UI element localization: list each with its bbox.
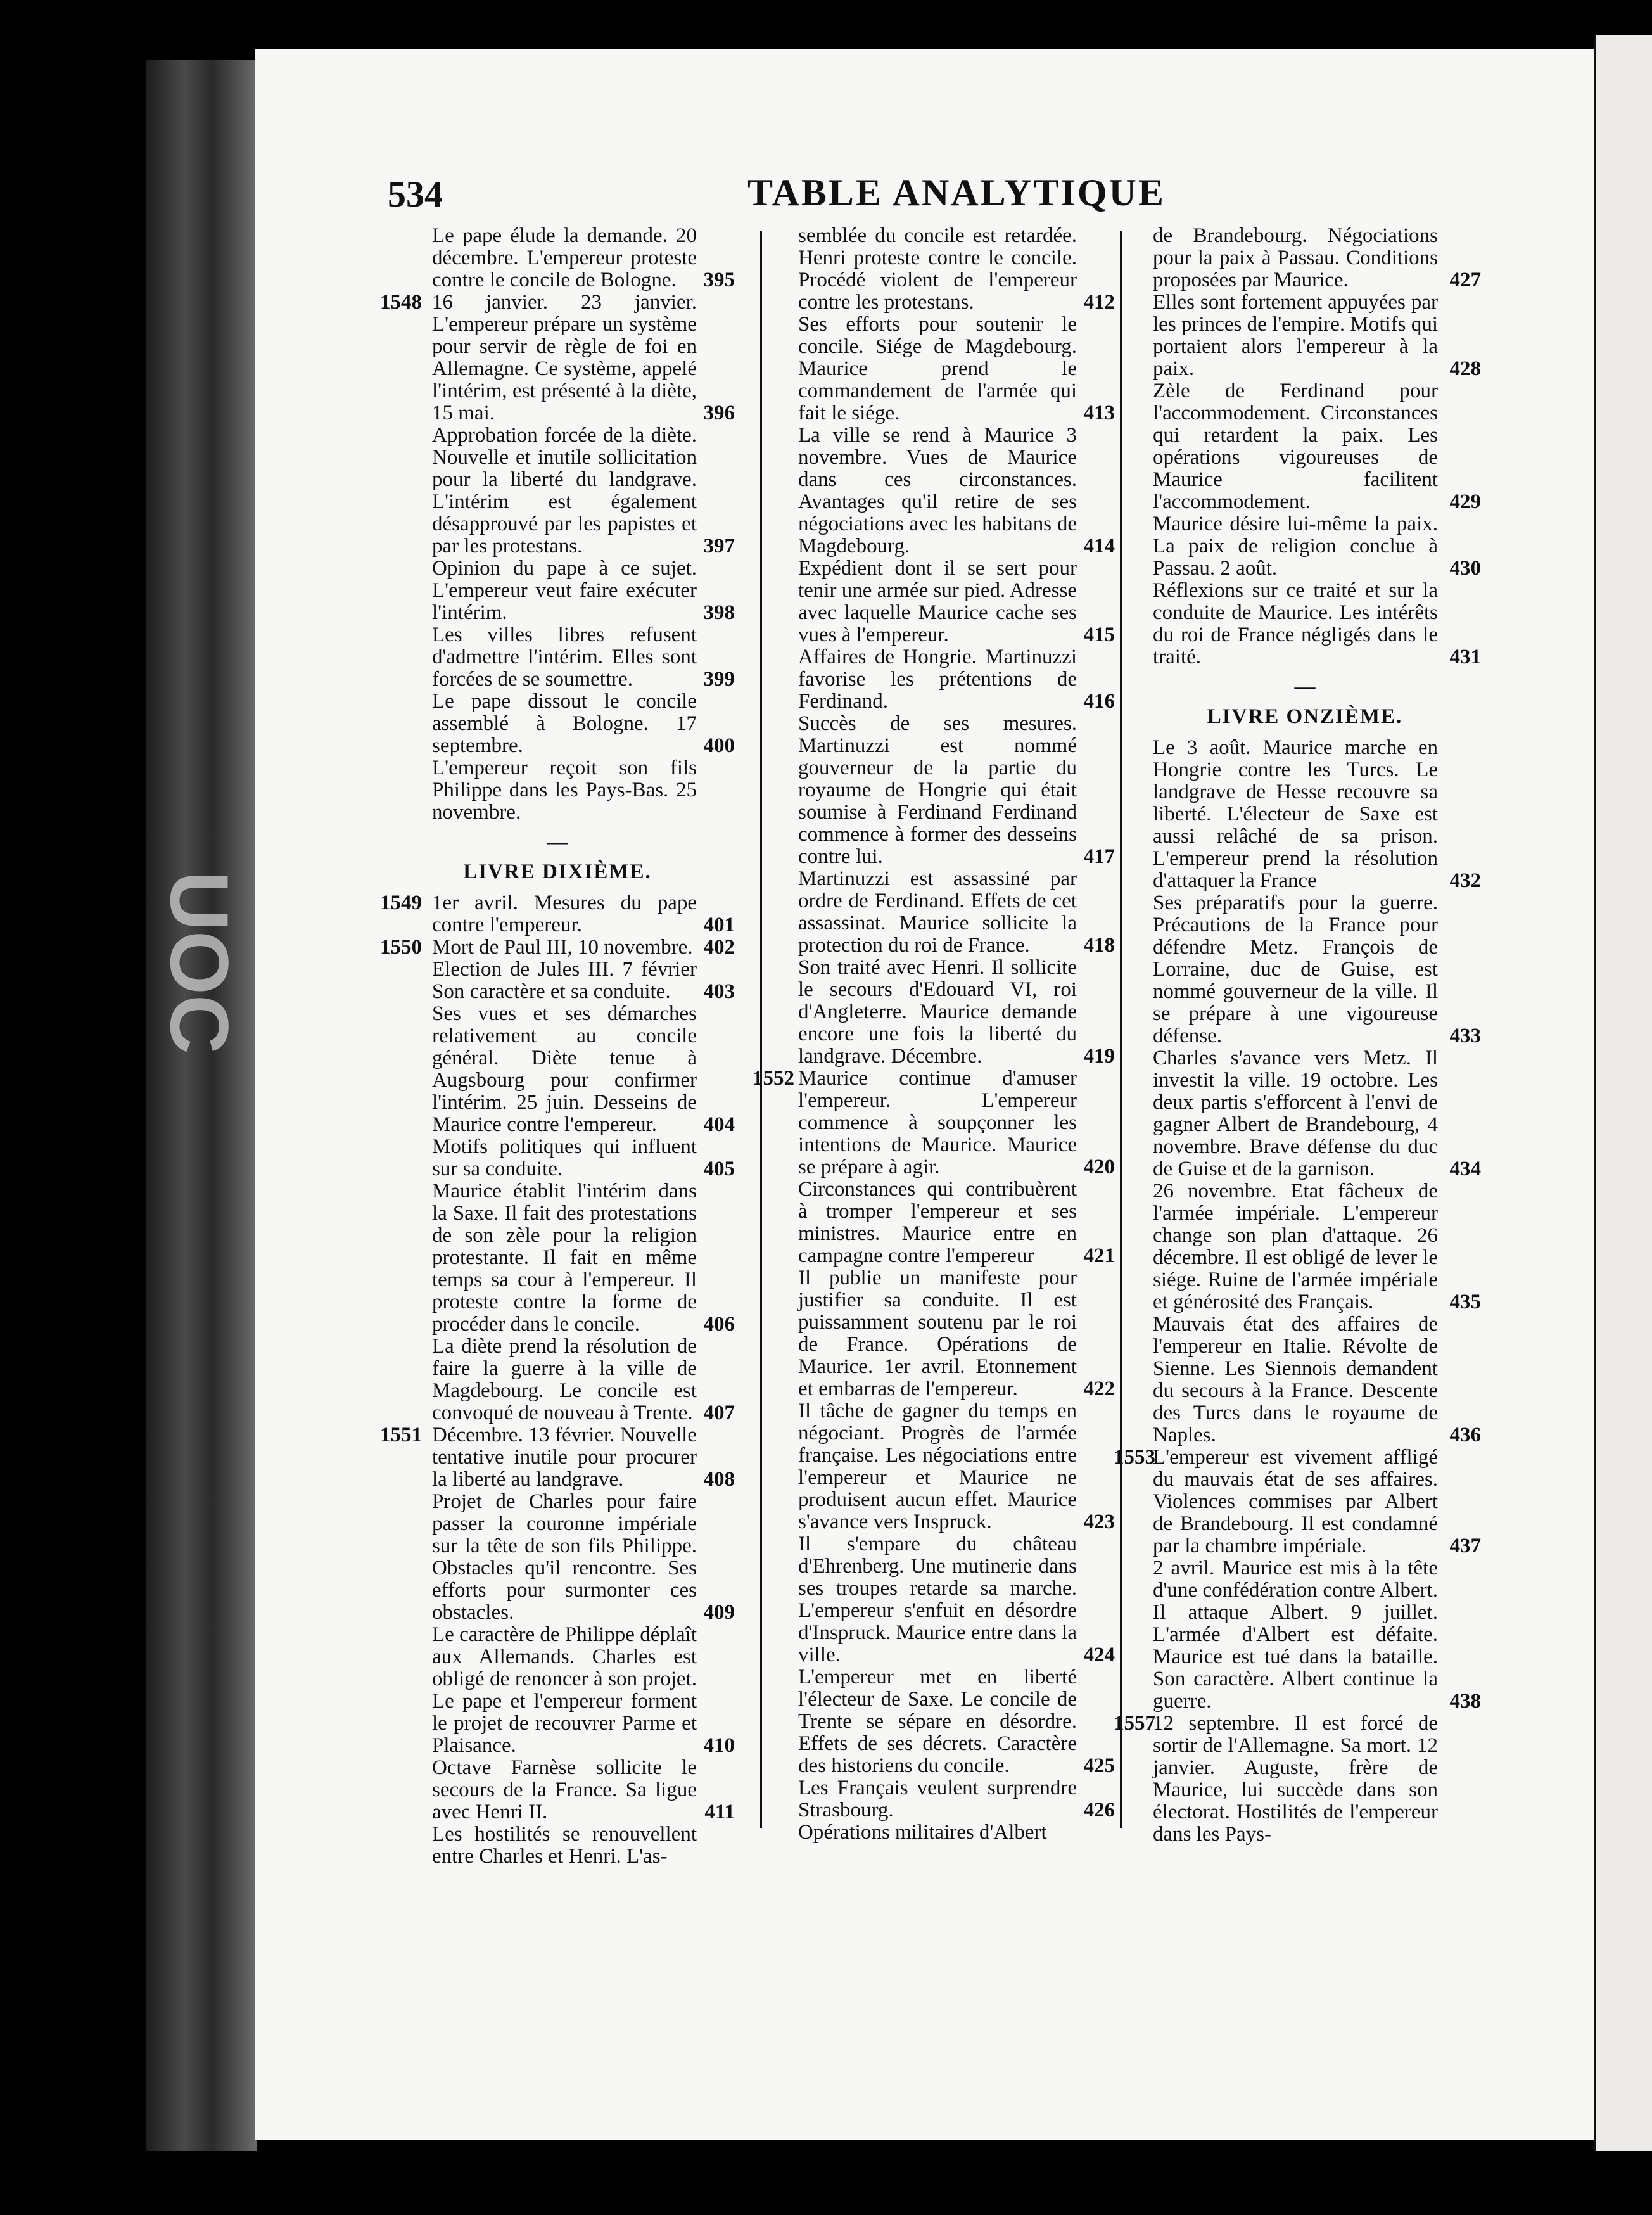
- entry-text: 2 avril. Maurice est mis à la tête d'une confédération contre Albert. Il attaque Albert. 9 juillet. L'armée d'Albert est défaite. Maurice est tué dans la bataille. Son caractère. Albert continue la guerre.: [1153, 1557, 1438, 1713]
- book-spine: [146, 60, 257, 2151]
- index-entry: [779, 1178, 1115, 1267]
- entry-page-number: 425: [1083, 1754, 1115, 1777]
- entry-text: Ses efforts pour soutenir le concile. Siége de Magdebourg. Maurice prend le commandement de l'armée qui fait le siége.: [798, 313, 1077, 424]
- index-entry: [1114, 1712, 1476, 1846]
- entry-page-number: 423: [1083, 1510, 1115, 1533]
- entry-page-number: 404: [703, 1113, 735, 1136]
- entry-text: Circonstances qui contribuèrent à tromper l'empereur et ses ministres. Maurice entre en campagne contre l'empereur: [798, 1178, 1077, 1267]
- index-entry: [779, 1533, 1115, 1666]
- index-entry: [380, 892, 735, 936]
- entry-text: Il publie un manifeste pour justifier sa conduite. Il est puissamment soutenu par le roi de France. Opérations de Maurice. 1er avril. Etonnement et embarras de l'empereur.: [798, 1267, 1077, 1400]
- spine-lettering: UOC: [153, 871, 246, 1054]
- entry-page-number: 411: [704, 1801, 735, 1823]
- entry-text: Maurice établit l'intérim dans la Saxe. Il fait des protestations de son zèle pour la religion protestante. Il fait en même temps sa cour à l'empereur. Il proteste contre la forme de procéder dans le concile.: [432, 1180, 697, 1336]
- entry-text: de Brandebourg. Négociations pour la paix à Passau. Conditions proposées par Maurice.: [1153, 224, 1438, 291]
- index-entry: [1134, 380, 1481, 513]
- index-entry: [779, 558, 1115, 646]
- entry-year: 1557: [1114, 1712, 1155, 1735]
- entry-text: Maurice continue d'amuser l'empereur. L'empereur commence à soupçonner les intentions de Maurice. Maurice se prépare à agir.: [798, 1067, 1077, 1178]
- entry-text: Il s'empare du château d'Ehrenberg. Une mutinerie dans ses troupes retarde sa marche. L'empereur s'enfuit en désordre d'Inspruck. Maurice entre dans la ville.: [798, 1533, 1077, 1666]
- entry-text: Mauvais état des affaires de l'empereur en Italie. Révolte de Sienne. Les Siennois demandent du secours à la France. Descente des Turcs dans le royaume de Naples.: [1153, 1313, 1438, 1446]
- entry-year: 1553: [1114, 1446, 1155, 1469]
- index-entry: [1134, 513, 1481, 580]
- column-rule: [760, 231, 762, 1828]
- index-entry: [779, 424, 1115, 558]
- entry-text: Ses vues et ses démarches relativement au concile général. Diète tenue à Augsbourg pour confirmer l'intérim. 25 juin. Desseins de Maurice contre l'empereur.: [432, 1002, 697, 1136]
- entry-text: Approbation forcée de la diète. Nouvelle et inutile sollicitation pour la liberté du landgrave. L'intérim est également désapprouvé par les papistes et par les protestans.: [432, 424, 697, 558]
- entry-page-number: 403: [703, 980, 735, 1003]
- entry-text: 26 novembre. Etat fâcheux de l'armée impériale. L'empereur change son plan d'attaque. 26 décembre. Il est obligé de lever le siége. Ruine de l'armée impériale et générosité des Français.: [1153, 1180, 1438, 1313]
- entry-text: Affaires de Hongrie. Martinuzzi favorise les prétentions de Ferdinand.: [798, 646, 1077, 713]
- entry-page-number: 427: [1449, 269, 1481, 291]
- entry-text: Motifs politiques qui influent sur sa conduite.: [432, 1135, 697, 1180]
- entry-page-number: 435: [1449, 1291, 1481, 1313]
- entry-page-number: 395: [703, 269, 735, 291]
- index-entry: [779, 957, 1115, 1068]
- entry-page-number: 429: [1449, 490, 1481, 513]
- entry-page-number: 407: [703, 1401, 735, 1424]
- entry-page-number: 434: [1449, 1158, 1481, 1180]
- entry-year: 1549: [380, 891, 422, 914]
- index-entry: [779, 646, 1115, 713]
- entry-text: Charles s'avance vers Metz. Il investit la ville. 19 octobre. Les deux partis s'efforcent à l'envi de gagner Albert de Brandebourg, 4 novembre. Brave défense du duc de Guise et de la garnison.: [1153, 1047, 1438, 1180]
- index-entry: [380, 936, 735, 959]
- book-heading: LIVRE DIXIÈME.: [463, 860, 652, 883]
- index-entry: [380, 558, 735, 624]
- page-number: 534: [388, 174, 443, 215]
- entry-page-number: 406: [703, 1313, 735, 1336]
- index-entry: [380, 1823, 735, 1868]
- index-entry: [779, 1822, 1115, 1844]
- entry-text: Il tâche de gagner du temps en négociant. Progrès de l'armée française. Les négociations entre l'empereur et Maurice ne produisent aucun effet. Maurice s'avance vers Inspruck.: [798, 1400, 1077, 1533]
- index-entry: [380, 1491, 735, 1624]
- entry-page-number: 415: [1083, 623, 1115, 646]
- entry-page-number: 402: [703, 936, 735, 959]
- entry-page-number: 413: [1083, 402, 1115, 424]
- index-entry: [1134, 736, 1481, 892]
- entry-page-number: 421: [1083, 1244, 1115, 1267]
- entry-page-number: 416: [1083, 690, 1115, 713]
- index-entry: [779, 868, 1115, 957]
- entry-text: Election de Jules III. 7 février Son caractère et sa conduite.: [432, 958, 697, 1003]
- entry-text: Ses préparatifs pour la guerre. Précautions de la France pour défendre Metz. François de Lorraine, duc de Guise, est nommé gouverneur de la ville. Il se prépare à une vigoureuse défense.: [1153, 891, 1438, 1047]
- index-entry: [779, 314, 1115, 424]
- entry-text: Le caractère de Philippe déplaît aux Allemands. Charles est obligé de renoncer à son projet. Le pape et l'empereur forment le projet de recouvrer Parme et Plaisance.: [432, 1623, 697, 1757]
- entry-year: 1550: [380, 936, 422, 959]
- entry-page-number: 401: [703, 914, 735, 936]
- entry-text: Les villes libres refusent d'admettre l'intérim. Elles sont forcées de se soumettre.: [432, 623, 697, 691]
- entry-text: Mort de Paul III, 10 novembre.: [432, 936, 693, 959]
- entry-text: Les Français veulent surprendre Strasbourg.: [798, 1777, 1077, 1822]
- column-rule: [1120, 231, 1122, 1828]
- entry-text: La diète prend la résolution de faire la guerre à la ville de Magdebourg. Le concile est convoqué de nouveau à Trente.: [432, 1335, 697, 1424]
- entry-text: 12 septembre. Il est forcé de sortir de l'Allemagne. Sa mort. 12 janvier. Auguste, frère de Maurice, lui succède dans son électorat. Hostilités de l'empereur dans les Pays-: [1153, 1712, 1438, 1846]
- entry-page-number: 431: [1449, 646, 1481, 668]
- index-column-1: [380, 225, 735, 1868]
- entry-text: Martinuzzi est assassiné par ordre de Ferdinand. Effets de cet assassinat. Maurice sollicite la protection du roi de France.: [798, 867, 1077, 957]
- index-entry: [1134, 1557, 1481, 1713]
- entry-page-number: 397: [703, 535, 735, 558]
- index-entry: [779, 1400, 1115, 1533]
- index-entry: [1134, 1047, 1481, 1180]
- entry-year: 1551: [380, 1424, 422, 1446]
- index-entry: [380, 757, 735, 824]
- index-entry: [779, 1267, 1115, 1400]
- entry-page-number: 422: [1083, 1377, 1115, 1400]
- entry-text: Son traité avec Henri. Il sollicite le secours d'Edouard VI, roi d'Angleterre. Maurice demande encore une fois la liberté du landgrave. Décembre.: [798, 956, 1077, 1068]
- entry-page-number: 433: [1449, 1025, 1481, 1047]
- entry-year: 1552: [753, 1067, 794, 1090]
- entry-page-number: 426: [1083, 1799, 1115, 1822]
- entry-text: Opinion du pape à ce sujet. L'empereur veut faire exécuter l'intérim.: [432, 557, 697, 624]
- index-entry: [779, 225, 1115, 314]
- index-entry: [380, 1136, 735, 1180]
- index-entry: [380, 1003, 735, 1136]
- entry-text: 1er avril. Mesures du pape contre l'empereur.: [432, 891, 697, 936]
- entry-text: Opérations militaires d'Albert: [798, 1821, 1047, 1844]
- index-column-2: [753, 224, 1115, 1844]
- index-entry: [380, 1336, 735, 1424]
- entry-page-number: 417: [1083, 845, 1115, 868]
- entry-page-number: 409: [703, 1601, 735, 1624]
- entry-page-number: 419: [1083, 1045, 1115, 1068]
- index-entry: [1134, 1180, 1481, 1313]
- entry-page-number: 405: [703, 1158, 735, 1180]
- entry-text: Succès de ses mesures. Martinuzzi est nommé gouverneur de la partie du royaume de Hongrie qui était soumise à Ferdinand Ferdinand commence à former des desseins contre lui.: [798, 712, 1077, 868]
- entry-text: L'empereur est vivement affligé du mauvais état de ses affaires. Violences commises par Albert de Brandebourg. Il est condamné par la chambre impériale.: [1153, 1446, 1438, 1557]
- section-separator: —: [1294, 675, 1316, 698]
- entry-text: Le 3 août. Maurice marche en Hongrie contre les Turcs. Le landgrave de Hesse recouvre sa liberté. L'électeur de Saxe est aussi relâché de sa prison. L'empereur prend la résolution d'attaquer la France: [1153, 736, 1438, 892]
- index-entry: [380, 424, 735, 558]
- index-entry: [779, 713, 1115, 868]
- index-entry: [380, 225, 735, 291]
- entry-text: Décembre. 13 février. Nouvelle tentative inutile pour procurer la liberté au landgrave.: [432, 1424, 697, 1491]
- section-separator: —: [547, 831, 568, 853]
- entry-page-number: 418: [1083, 934, 1115, 957]
- entry-text: Octave Farnèse sollicite le secours de la France. Sa ligue avec Henri II.: [432, 1756, 697, 1823]
- entry-text: Maurice désire lui-même la paix. La paix de religion conclue à Passau. 2 août.: [1153, 513, 1438, 580]
- index-entry: [380, 1624, 735, 1757]
- index-entry: [779, 1777, 1115, 1822]
- entry-text: Projet de Charles pour faire passer la couronne impériale sur la tête de son fils Philippe. Obstacles qu'il rencontre. Ses efforts pour surmonter ces obstacles.: [432, 1490, 697, 1624]
- index-entry: [1134, 1313, 1481, 1446]
- entry-text: Réflexions sur ce traité et sur la conduite de Maurice. Les intérêts du roi de France négligés dans le traité.: [1153, 579, 1438, 668]
- entry-page-number: 432: [1449, 869, 1481, 892]
- index-entry: [1134, 891, 1481, 1047]
- index-entry: [1134, 224, 1481, 291]
- entry-text: Les hostilités se renouvellent entre Charles et Henri. L'as-: [432, 1823, 697, 1868]
- index-entry: [380, 1180, 735, 1336]
- entry-page-number: 414: [1083, 535, 1115, 558]
- entry-page-number: 428: [1449, 357, 1481, 380]
- entry-page-number: 400: [703, 734, 735, 757]
- facing-page-edge: [1594, 35, 1652, 2151]
- entry-page-number: 424: [1083, 1644, 1115, 1666]
- index-entry: [1134, 291, 1481, 380]
- book-heading: LIVRE ONZIÈME.: [1207, 705, 1403, 728]
- entry-text: Le pape élude la demande. 20 décembre. L'empereur proteste contre le concile de Bologne.: [432, 224, 697, 291]
- entry-text: semblée du concile est retardée. Henri proteste contre le concile. Procédé violent de l'empereur contre les protestans.: [798, 224, 1077, 314]
- entry-page-number: 399: [703, 668, 735, 691]
- index-entry: [779, 1666, 1115, 1777]
- index-entry: [1134, 579, 1481, 668]
- entry-text: Elles sont fortement appuyées par les princes de l'empire. Motifs qui portaient alors l'empereur à la paix.: [1153, 291, 1438, 380]
- index-entry: [753, 1067, 1115, 1178]
- entry-page-number: 396: [703, 402, 735, 424]
- running-title: TABLE ANALYTIQUE: [747, 172, 1166, 214]
- index-column-3: [1114, 224, 1481, 1846]
- entry-page-number: 412: [1083, 291, 1115, 314]
- entry-page-number: 436: [1449, 1424, 1481, 1446]
- entry-text: Le pape dissout le concile assemblé à Bologne. 17 septembre.: [432, 690, 697, 757]
- entry-page-number: 437: [1449, 1535, 1481, 1557]
- index-entry: [380, 691, 735, 757]
- entry-text: Zèle de Ferdinand pour l'accommodement. Circonstances qui retardent la paix. Les opérations vigoureuses de Maurice facilitent l'accommodement.: [1153, 380, 1438, 513]
- index-entry: [380, 1424, 735, 1491]
- entry-page-number: 430: [1449, 557, 1481, 580]
- entry-page-number: 398: [703, 601, 735, 624]
- index-entry: [380, 291, 735, 424]
- index-entry: [380, 959, 735, 1003]
- index-entry: [1114, 1446, 1481, 1557]
- entry-page-number: 410: [703, 1734, 735, 1757]
- index-entry: [380, 624, 735, 691]
- entry-text: L'empereur met en liberté l'électeur de Saxe. Le concile de Trente se sépare en désordre. Effets de ses décrets. Caractère des historiens du concile.: [798, 1666, 1077, 1777]
- entry-text: Expédient dont il se sert pour tenir une armée sur pied. Adresse avec laquelle Maurice cache ses vues à l'empereur.: [798, 557, 1077, 646]
- index-entry: [380, 1757, 735, 1823]
- entry-text: L'empereur reçoit son fils Philippe dans les Pays-Bas. 25 novembre.: [432, 756, 697, 824]
- entry-page-number: 438: [1449, 1690, 1481, 1713]
- entry-page-number: 408: [703, 1468, 735, 1491]
- entry-text: 16 janvier. 23 janvier. L'empereur prépare un système pour servir de règle de foi en Allemagne. Ce système, appelé l'intérim, est présenté à la diète, 15 mai.: [432, 291, 697, 424]
- entry-text: La ville se rend à Maurice 3 novembre. Vues de Maurice dans ces circonstances. Avantages qu'il retire de ses négociations avec les habitans de Magdebourg.: [798, 424, 1077, 558]
- entry-page-number: 420: [1083, 1156, 1115, 1178]
- entry-year: 1548: [380, 291, 422, 314]
